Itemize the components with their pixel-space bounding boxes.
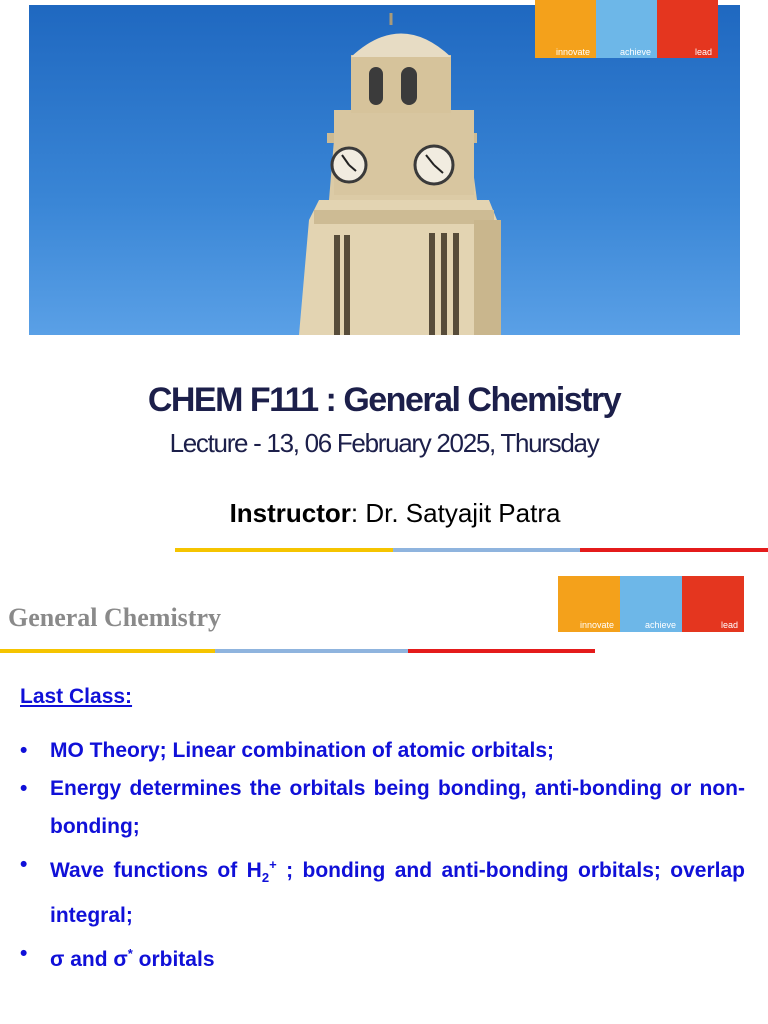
divider-yellow bbox=[175, 548, 393, 552]
slide-header-title: General Chemistry bbox=[8, 603, 222, 632]
instructor-label: Instructor bbox=[229, 498, 351, 528]
brand-segment-lead: lead bbox=[682, 576, 744, 632]
brand-logo-banner bbox=[535, 0, 718, 58]
divider-yellow bbox=[0, 649, 215, 653]
brand-segment-achieve: achieve bbox=[620, 576, 682, 632]
instructor-line bbox=[0, 498, 768, 529]
list-item: • Energy determines the orbitals being bonding, anti-bonding or non-bonding; bbox=[20, 770, 745, 846]
divider-red bbox=[408, 649, 595, 653]
brand-segment-lead: lead bbox=[657, 0, 718, 58]
list-item: • Wave functions of $H_2^+$ ; bonding and anti-bonding orbitals; overlap integral; bbox=[20, 846, 745, 935]
last-class-heading: Last Class: bbox=[20, 685, 133, 708]
course-title: CHEM F111 : General Chemistry bbox=[147, 381, 621, 419]
list-item: • σ and σ* orbitals bbox=[20, 935, 745, 979]
divider-blue bbox=[215, 649, 408, 653]
lecture-subtitle: Lecture - 13, 06 February 2025, Thursday bbox=[169, 428, 599, 458]
summary-list bbox=[20, 732, 745, 979]
divider-red bbox=[580, 548, 768, 552]
brand-segment-innovate: innovate bbox=[535, 0, 596, 58]
brand-logo-banner bbox=[558, 576, 744, 632]
brand-segment-achieve: achieve bbox=[596, 0, 657, 58]
list-item: • MO Theory; Linear combination of atomic orbitals; bbox=[20, 732, 745, 770]
brand-segment-innovate: innovate bbox=[558, 576, 620, 632]
divider-blue bbox=[393, 548, 580, 552]
instructor-separator: : bbox=[350, 498, 366, 528]
instructor-name: Dr. Satyajit Patra bbox=[365, 498, 561, 528]
